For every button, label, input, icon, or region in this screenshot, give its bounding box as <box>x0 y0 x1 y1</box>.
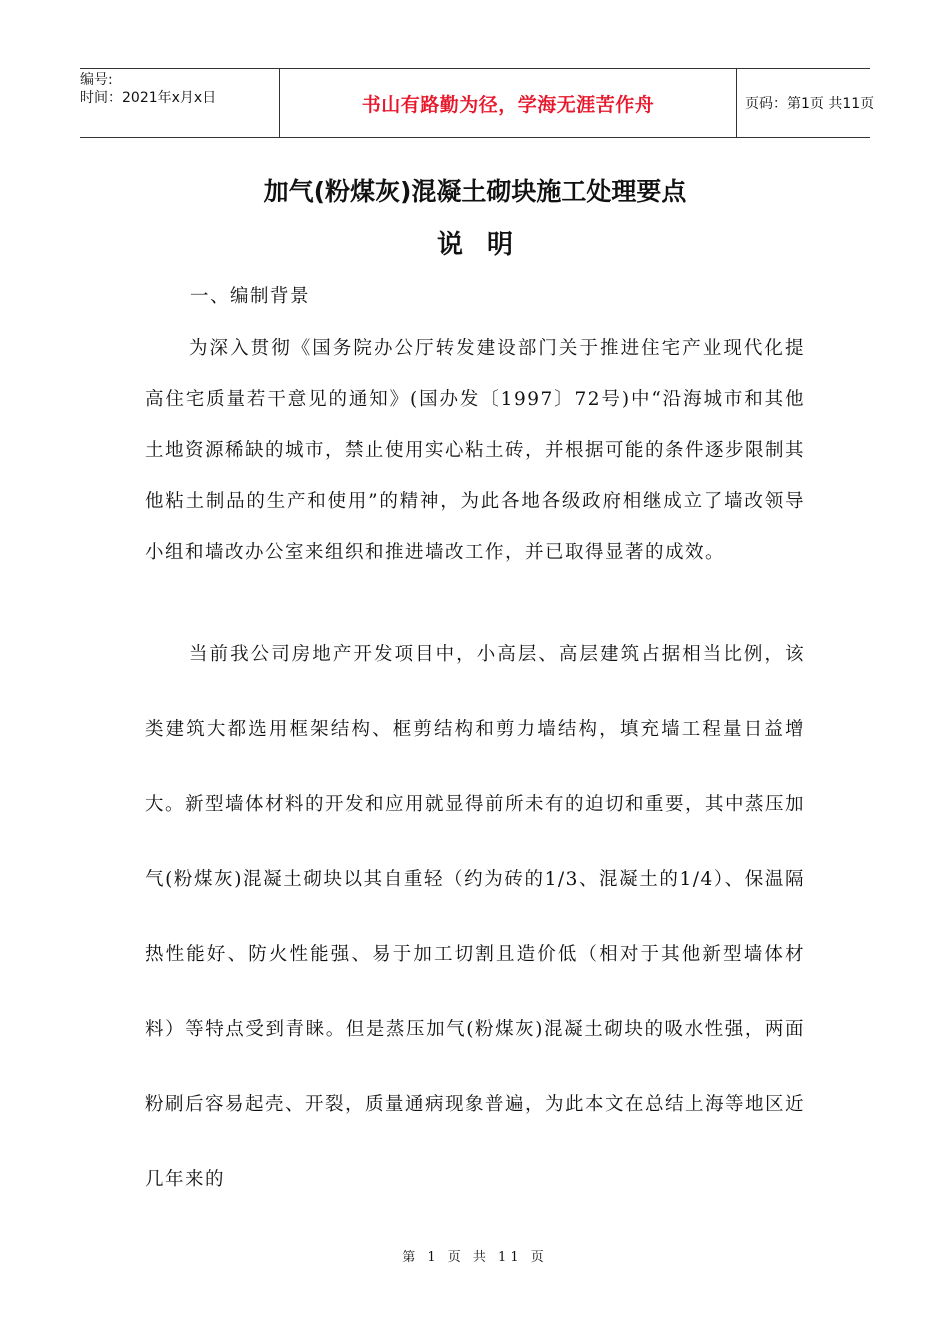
document-subtitle: 说明 <box>436 230 537 260</box>
page-footer: 第 1 页 共 11 页 <box>402 1250 548 1265</box>
header-motto: 书山有路勤为径，学海无涯苦作舟 <box>361 93 655 116</box>
header-meta <box>80 69 280 137</box>
section-heading: 一、编制背景 <box>190 286 311 307</box>
document-title: 加气(粉煤灰)混凝土砌块施工处理要点 <box>263 177 687 206</box>
header-motto-cell <box>280 69 737 137</box>
document-number-label: 编号: <box>80 72 113 88</box>
page-header <box>80 68 875 138</box>
paragraph-2: 当前我公司房地产开发项目中，小高层、高层建筑占据相当比例，该类建筑大都选用框架结构、框剪结构和剪力墙结构，填充墙工程量日益增大。新型墙体材料的开发和应用就显得前所未有的迫切和重要，其中蒸压加气(粉煤灰)混凝土砌块以其自重轻（约为砖的1/3、混凝土的1/4）、保温隔热性能好、防火性能强、易于加工切割且造价低（相对于其他新型墙体材料）等特点受到青睐。但是蒸压加气(粉煤灰)混凝土砌块的吸水性强，两面粉刷后容易起壳、开裂，质量通病现象普遍，为此本文在总结上海等地区近几年来的 <box>145 644 806 1190</box>
paragraph-1: 为深入贯彻《国务院办公厅转发建设部门关于推进住宅产业现代化提高住宅质量若干意见的通知》(国办发〔1997〕72号)中“沿海城市和其他土地资源稀缺的城市，禁止使用实心粘土砖，并根据可能的条件逐步限制其他粘土制品的生产和使用”的精神，为此各地各级政府相继成立了墙改领导小组和墙改办公室来组织和推进墙改工作，并已取得显著的成效。 <box>145 338 806 563</box>
document-time-label: 时间：2021年x月x日 <box>80 90 217 106</box>
header-page-info: 页码：第1页 共11页 <box>745 96 875 112</box>
